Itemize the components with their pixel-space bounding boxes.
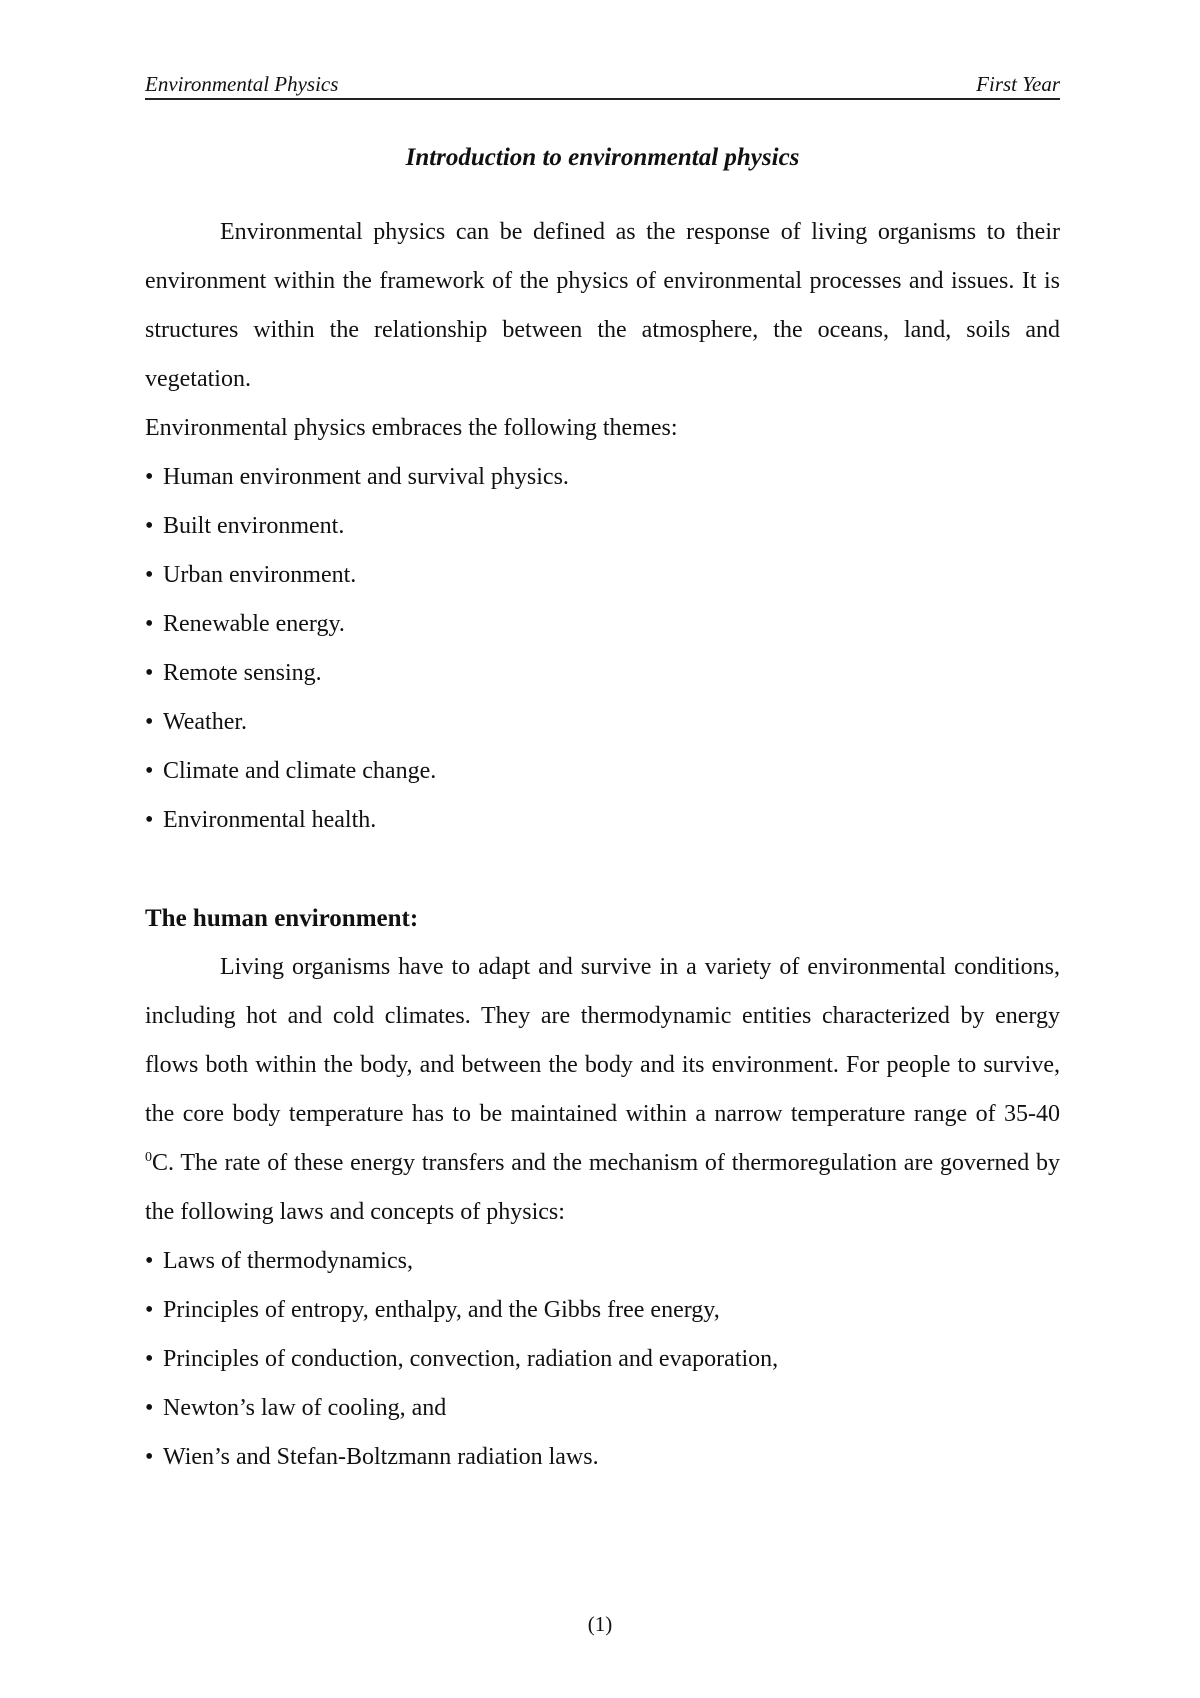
bullet-icon: • bbox=[145, 513, 154, 539]
bullet-icon: • bbox=[145, 1297, 154, 1323]
section-heading: The human environment: bbox=[145, 905, 419, 932]
degree-mark: 0 bbox=[145, 1150, 152, 1165]
bullet-icon: • bbox=[145, 562, 154, 588]
bullet-icon: • bbox=[145, 1346, 154, 1372]
bullet-icon: • bbox=[145, 758, 154, 784]
bullet-icon: • bbox=[145, 1395, 154, 1421]
running-header bbox=[145, 70, 1060, 100]
list-item: • Laws of thermodynamics, bbox=[145, 1237, 1060, 1286]
list-item: • Built environment. bbox=[145, 502, 1060, 551]
themes-lead: Environmental physics embraces the following themes: bbox=[145, 415, 678, 441]
list-item: • Human environment and survival physics. bbox=[145, 453, 1060, 502]
document-title: Introduction to environmental physics bbox=[405, 144, 800, 171]
bullet-icon: • bbox=[145, 464, 154, 490]
bullet-icon: • bbox=[145, 709, 154, 735]
list-item: • Principles of entropy, enthalpy, and the Gibbs free energy, bbox=[145, 1286, 1060, 1335]
bullet-icon: • bbox=[145, 611, 154, 637]
intro-section bbox=[145, 208, 1060, 845]
list-item: • Renewable energy. bbox=[145, 600, 1060, 649]
intro-paragraph: Environmental physics can be defined as the response of living organisms to their environment within the framework of the physics of environmental processes and issues. It is structures within the relationship between the atmosphere, the oceans, land, soils and vegetation. bbox=[145, 219, 1060, 392]
list-item: • Weather. bbox=[145, 698, 1060, 747]
list-item: • Environmental health. bbox=[145, 796, 1060, 845]
list-item: • Urban environment. bbox=[145, 551, 1060, 600]
bullet-icon: • bbox=[145, 1444, 154, 1470]
list-item: • Wien’s and Stefan-Boltzmann radiation laws. bbox=[145, 1433, 1060, 1482]
human-environment-paragraph: Living organisms have to adapt and survive in a variety of environmental conditions, including hot and cold climates. They are thermodynamic entities characterized by energy flows both within the body, and between the body and its environment. For people to survive, the core body temperature has to be maintained within a narrow temperature range of 35-40 $^0$C. The rate of these energy transfers and the mechanism of thermoregulation are governed by the following laws and concepts of physics: bbox=[145, 954, 1060, 1225]
bullet-icon: • bbox=[145, 660, 154, 686]
list-item: • Newton’s law of cooling, and bbox=[145, 1384, 1060, 1433]
themes-list bbox=[145, 453, 1060, 845]
bullet-icon: • bbox=[145, 807, 154, 833]
list-item: • Principles of conduction, convection, radiation and evaporation, bbox=[145, 1335, 1060, 1384]
header-course-title: Environmental Physics bbox=[145, 72, 339, 96]
list-item: • Climate and climate change. bbox=[145, 747, 1060, 796]
human-environment-section bbox=[145, 894, 1060, 1482]
header-year: First Year bbox=[976, 72, 1060, 96]
laws-list bbox=[145, 1237, 1060, 1482]
bullet-icon: • bbox=[145, 1248, 154, 1274]
list-item: • Remote sensing. bbox=[145, 649, 1060, 698]
page-number: (1) bbox=[587, 1612, 613, 1636]
